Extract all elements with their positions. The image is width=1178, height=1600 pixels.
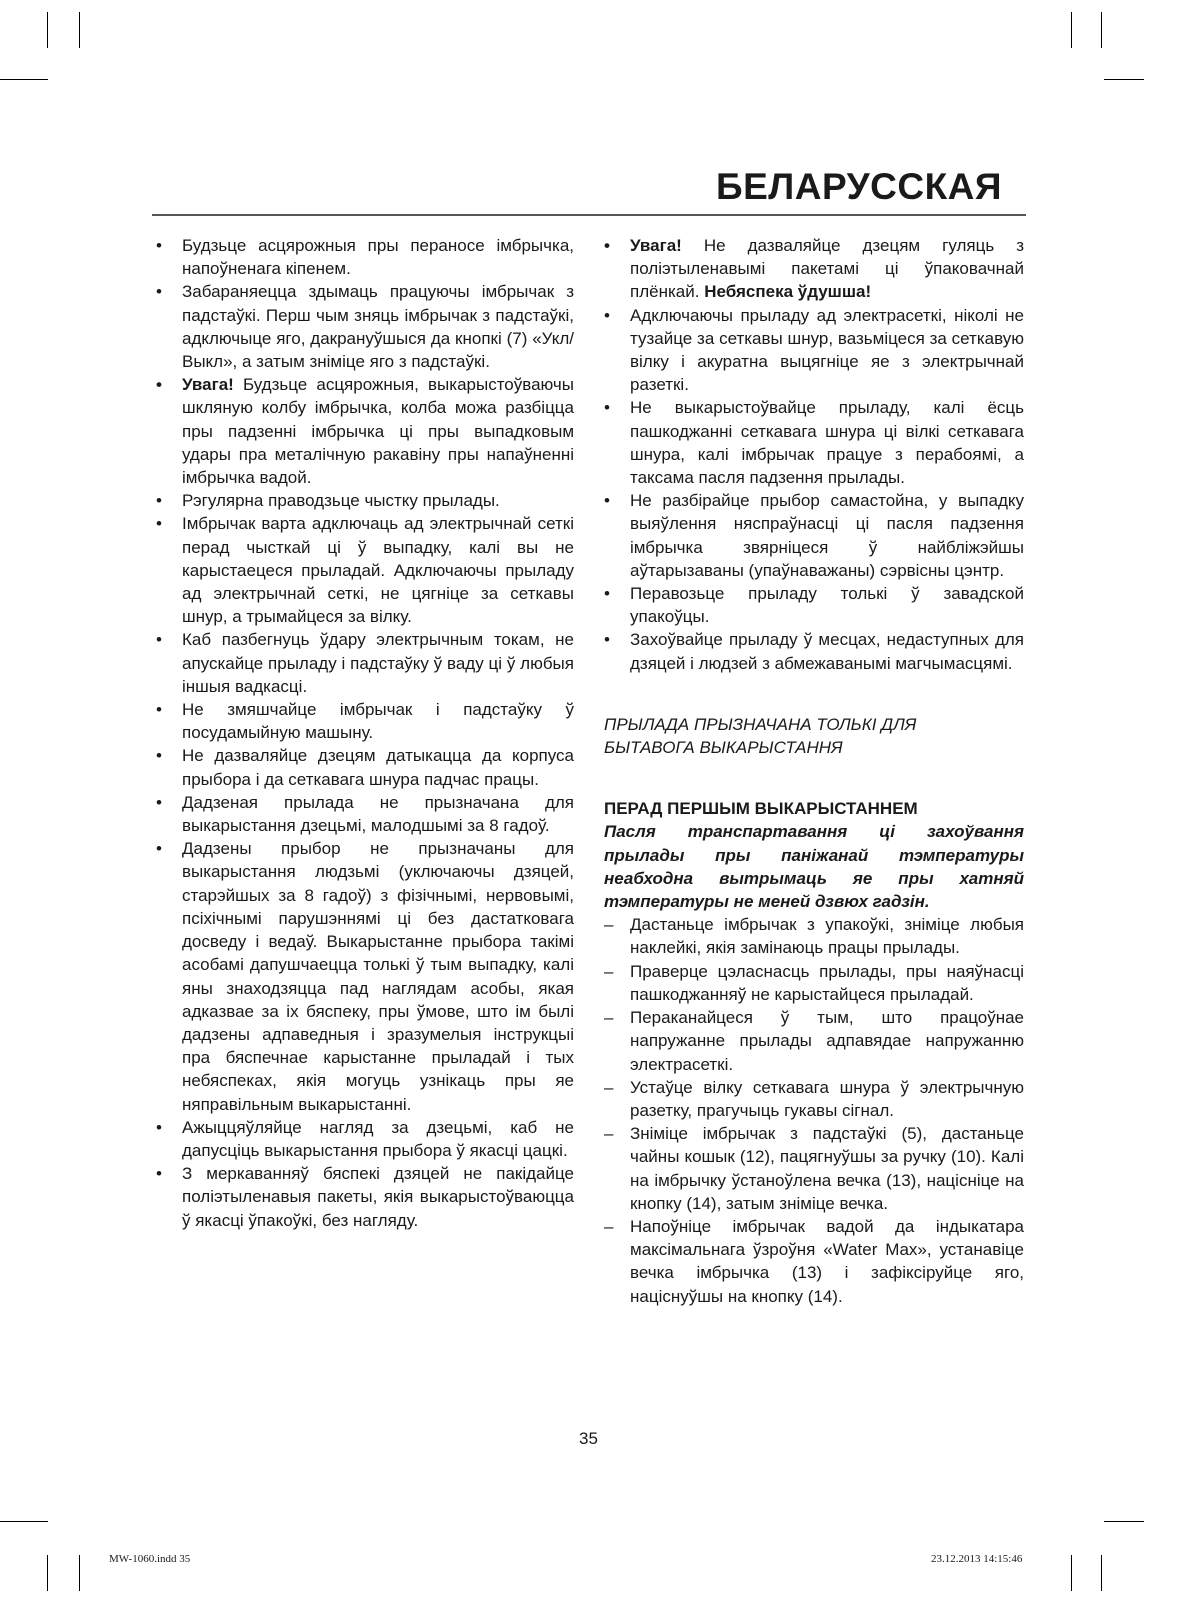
list-item: • Не змяшчайце імбрычак і падстаўку ў посудамыйную машыну. (156, 700, 574, 743)
language-title: БЕЛАРУССКАЯ (716, 166, 1002, 207)
footer-timestamp: 23.12.2013 14:15:46 (931, 1553, 1023, 1565)
list-item: • Захоўвайце прыладу ў месцах, недаступных для дзяцей і людзей з абмежаванымі магчымасцямі. (604, 630, 1024, 673)
list-item: • Каб пазбегнуць ўдару электрычным токам, не апускайце прыладу і падстаўку ў ваду ці ў любыя іншыя вадкасці. (156, 630, 574, 696)
title-divider (152, 214, 1026, 216)
crop-mark (1104, 1521, 1144, 1522)
list-item: • Не дазваляйце дзецям датыкацца да корпуса прыбора і да сеткавага шнура падчас працы. (156, 746, 574, 789)
crop-mark (0, 1521, 48, 1522)
list-item: • З меркаванняў бяспекі дзяцей не пакідайце поліэтыленавыя пакеты, якія выкарыстоўваюцца ў якасці ўпакоўкі, без нагляду. (156, 1164, 574, 1230)
list-item: – Дастаньце імбрычак з упакоўкі, зніміце любыя наклейкі, якія замінаюць працы прылады. (604, 915, 1024, 958)
crop-mark (1101, 12, 1102, 48)
list-item: • Рэгулярна праводзьце чыстку прылады. (156, 491, 500, 511)
right-column (604, 234, 1024, 1308)
crop-mark (0, 79, 48, 80)
note-line: ПРЫЛАДА ПРЫЗНАЧАНА ТОЛЬКІ ДЛЯ (604, 714, 917, 734)
list-item: • Не выкарыстоўвайце прыладу, калі ёсць пашкоджанні сеткавага шнура ці вілкі сеткавага шнура, калі імбрычак працуе з перабоямі, а таксама пасля падзення прылады. (604, 398, 1024, 488)
household-use-note (604, 713, 1024, 759)
list-item: • Ажыццяўляйце нагляд за дзецьмі, каб не дапусціць выкарыстання прыбора ў якасці цацкі. (156, 1117, 574, 1160)
list-item: • Перавозьце прыладу толькі ў завадской упакоўцы. (604, 584, 1024, 627)
crop-mark (1071, 12, 1072, 48)
list-item: • Дадзены прыбор не прызначаны для выкарыстання людзьмі (уключаючы дзяцей, старэйшых за 8 гадоў) з фізічнымі, нервовымі, псіхічнымі парушэннямі ці без дастатковага досведу і ведаў. Выкарыстанне прыбора такімі асобамі дапушчаецца толькі ў тым выпадку, калі яны знаходзяцца пад наглядам асобы, якая адказвае за іх бяспеку, пры ўмове, што ім былі дадзены адпаведныя і зразумелыя інструкцыі пра бяспечнае карыстанне прыладай і тых небяспеках, якія могуць узнікаць пры яе няправільным выкарыстанні. (156, 839, 574, 1114)
list-item: • Будзьце асцярожныя пры пераносе імбрычка, напоўненага кіпенем. (156, 236, 574, 279)
list-item: • Увага! Будзьце асцярожныя, выкарыстоўваючы шкляную колбу імбрычка, колба можа разбіцца пры падзенні імбрычка ці пры выпадковым удары пра металічную ракавіну пры напаўненні імбрычка вадой. (156, 375, 574, 488)
page-number: 35 (579, 1429, 598, 1448)
list-item: – Устаўце вілку сеткавага шнура ў электрычную разетку, прагучыць гукавы сігнал. (604, 1077, 1024, 1120)
list-item: • Забараняецца здымаць працуючы імбрычак з падстаўкі. Перш чым зняць імбрычак з падстаўкі, адключыце яго, дакрануўшыся да кнопкі (7) «Укл/Выкл», а затым зніміце яго з падстаўкі. (156, 282, 574, 372)
list-item: • Увага! Не дазваляйце дзецям гуляць з поліэтыленавымі пакетамі ці ўпаковачнай плёнкай. Небяспека ўдушша! (604, 236, 1024, 302)
safety-list-left (156, 234, 574, 1232)
crop-mark (1101, 1555, 1102, 1591)
list-item: – Напоўніце імбрычак вадой да індыкатара максімальнага ўзроўня «Water Max», устанавіце вечка імбрычка (13) і зафіксіруйце яго, націснуўшы на кнопку (14). (604, 1216, 1024, 1306)
crop-mark (1104, 79, 1144, 80)
crop-mark (47, 12, 48, 48)
list-item: • Дадзеная прылада не прызначана для выкарыстання дзецьмі, малодшымі за 8 гадоў. (156, 792, 574, 836)
section-title: ПЕРАД ПЕРШЫМ ВЫКАРЫСТАННЕМ (604, 799, 918, 819)
crop-mark (1071, 1555, 1072, 1591)
list-item: – Пераканайцеся ў тым, што працоўнае напружанне прылады адпавядае напружанню электрасеткі. (604, 1008, 1024, 1074)
crop-mark (47, 1555, 48, 1591)
first-use-steps (604, 913, 1024, 1307)
list-item: • Адключаючы прыладу ад электрасеткі, ніколі не тузайце за сеткавы шнур, вазьміцеся за сеткавую вілку і акуратна выцягніце яе з электрычнай разеткі. (604, 305, 1024, 395)
section-lead: Пасля транспартавання ці захоўвання прылады пры паніжанай тэмпературы неабходна вытрымаць яе пры хатняй тэмпературы не меней дзвюх гадзін. (604, 822, 1024, 912)
list-item: – Праверце цэласнасць прылады, пры наяўнасці пашкоджанняў не карыстайцеся прыладай. (604, 961, 1024, 1004)
list-item: • Імбрычак варта адключаць ад электрычнай сеткі перад чысткай ці ў выпадку, калі вы не карыстаецеся прыладай. Адключаючы прыладу ад электрычнай сеткі, не цягніце за сеткавы шнур, а трымайцеся за вілку. (156, 514, 574, 627)
crop-mark (79, 12, 80, 48)
note-line: БЫТАВОГА ВЫКАРЫСТАННЯ (604, 738, 843, 758)
list-item: – Зніміце імбрычак з падстаўкі (5), дастаньце чайны кошык (12), пацягнуўшы за ручку (10). Калі на імбрычку ўстаноўлена вечка (13), націсніце на кнопку (14), затым зніміце вечка. (604, 1124, 1024, 1213)
safety-list-right (604, 234, 1024, 675)
footer-file-label: MW-1060.indd 35 (109, 1553, 191, 1565)
left-column (156, 234, 574, 1232)
list-item: • Не разбірайце прыбор самастойна, у выпадку выяўлення няспраўнасці ці пасля падзення імбрычка звярніцеся ў найбліжэйшы аўтарызаваны (упаўнаважаны) сэрвісны цэнтр. (604, 491, 1024, 580)
crop-mark (79, 1555, 80, 1591)
